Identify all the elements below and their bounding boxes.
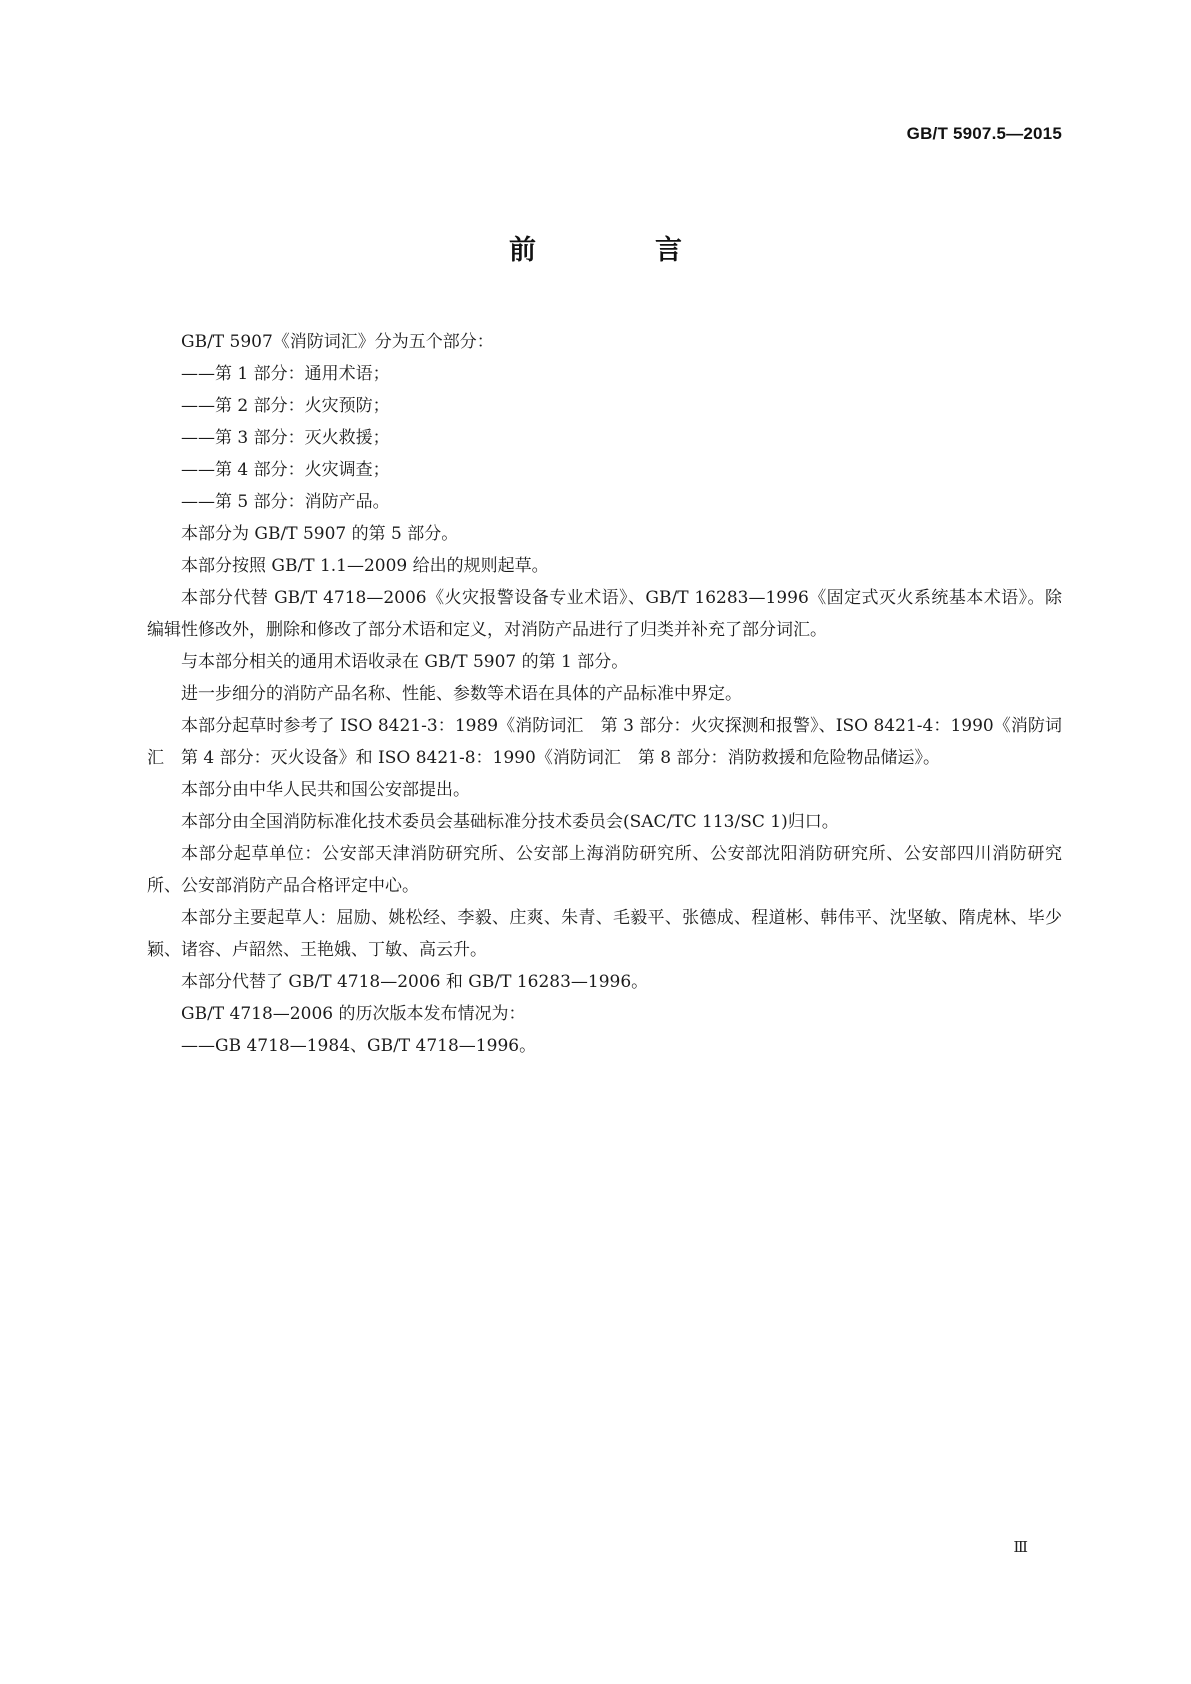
list-item: ——第 2 部分：火灾预防；: [181, 396, 390, 416]
paragraph: 本部分主要起草人：屈励、姚松经、李毅、庄爽、朱青、毛毅平、张德成、程道彬、韩伟平、沈坚敏、隋虎林、毕少颖、诸容、卢韶然、王艳娥、丁敏、高云升。: [147, 908, 1062, 960]
paragraph: GB/T 4718—2006 的历次版本发布情况为：: [181, 1004, 526, 1024]
standard-code: GB/T 5907.5—2015: [906, 124, 1062, 143]
paragraph: 进一步细分的消防产品名称、性能、参数等术语在具体的产品标准中界定。: [181, 684, 742, 704]
paragraph: 本部分按照 GB/T 1.1—2009 给出的规则起草。: [181, 556, 549, 576]
list-item: ——第 5 部分：消防产品。: [181, 492, 390, 512]
page-number: Ⅲ: [1013, 1540, 1027, 1556]
paragraph: 本部分代替了 GB/T 4718—2006 和 GB/T 16283—1996。: [181, 972, 649, 992]
foreword-body: [147, 326, 1062, 1062]
page-title: 前 言: [509, 235, 728, 266]
list-item: ——第 3 部分：灭火救援；: [181, 428, 390, 448]
paragraph: 本部分由中华人民共和国公安部提出。: [181, 780, 470, 800]
list-item: ——第 1 部分：通用术语；: [181, 364, 390, 384]
paragraph: 本部分由全国消防标准化技术委员会基础标准分技术委员会(SAC/TC 113/SC 1)归口。: [181, 812, 839, 832]
paragraph: 本部分代替 GB/T 4718—2006《火灾报警设备专业术语》、GB/T 16283—1996《固定式灭火系统基本术语》。除编辑性修改外，删除和修改了部分术语和定义，对消防产品进行了归类并补充了部分词汇。: [147, 588, 1062, 640]
paragraph: 本部分为 GB/T 5907 的第 5 部分。: [181, 524, 459, 544]
paragraph: GB/T 5907《消防词汇》分为五个部分：: [181, 332, 494, 352]
paragraph: 与本部分相关的通用术语收录在 GB/T 5907 的第 1 部分。: [181, 652, 629, 672]
paragraph: 本部分起草单位：公安部天津消防研究所、公安部上海消防研究所、公安部沈阳消防研究所、公安部四川消防研究所、公安部消防产品合格评定中心。: [147, 844, 1062, 896]
list-item: ——第 4 部分：火灾调查；: [181, 460, 390, 480]
paragraph: 本部分起草时参考了 ISO 8421-3：1989《消防词汇 第 3 部分：火灾探测和报警》、ISO 8421-4：1990《消防词汇 第 4 部分：灭火设备》和 ISO 8421-8：1990《消防词汇 第 8 部分：消防救援和危险物品储运》。: [147, 716, 1062, 768]
list-item: ——GB 4718—1984、GB/T 4718—1996。: [181, 1036, 537, 1056]
